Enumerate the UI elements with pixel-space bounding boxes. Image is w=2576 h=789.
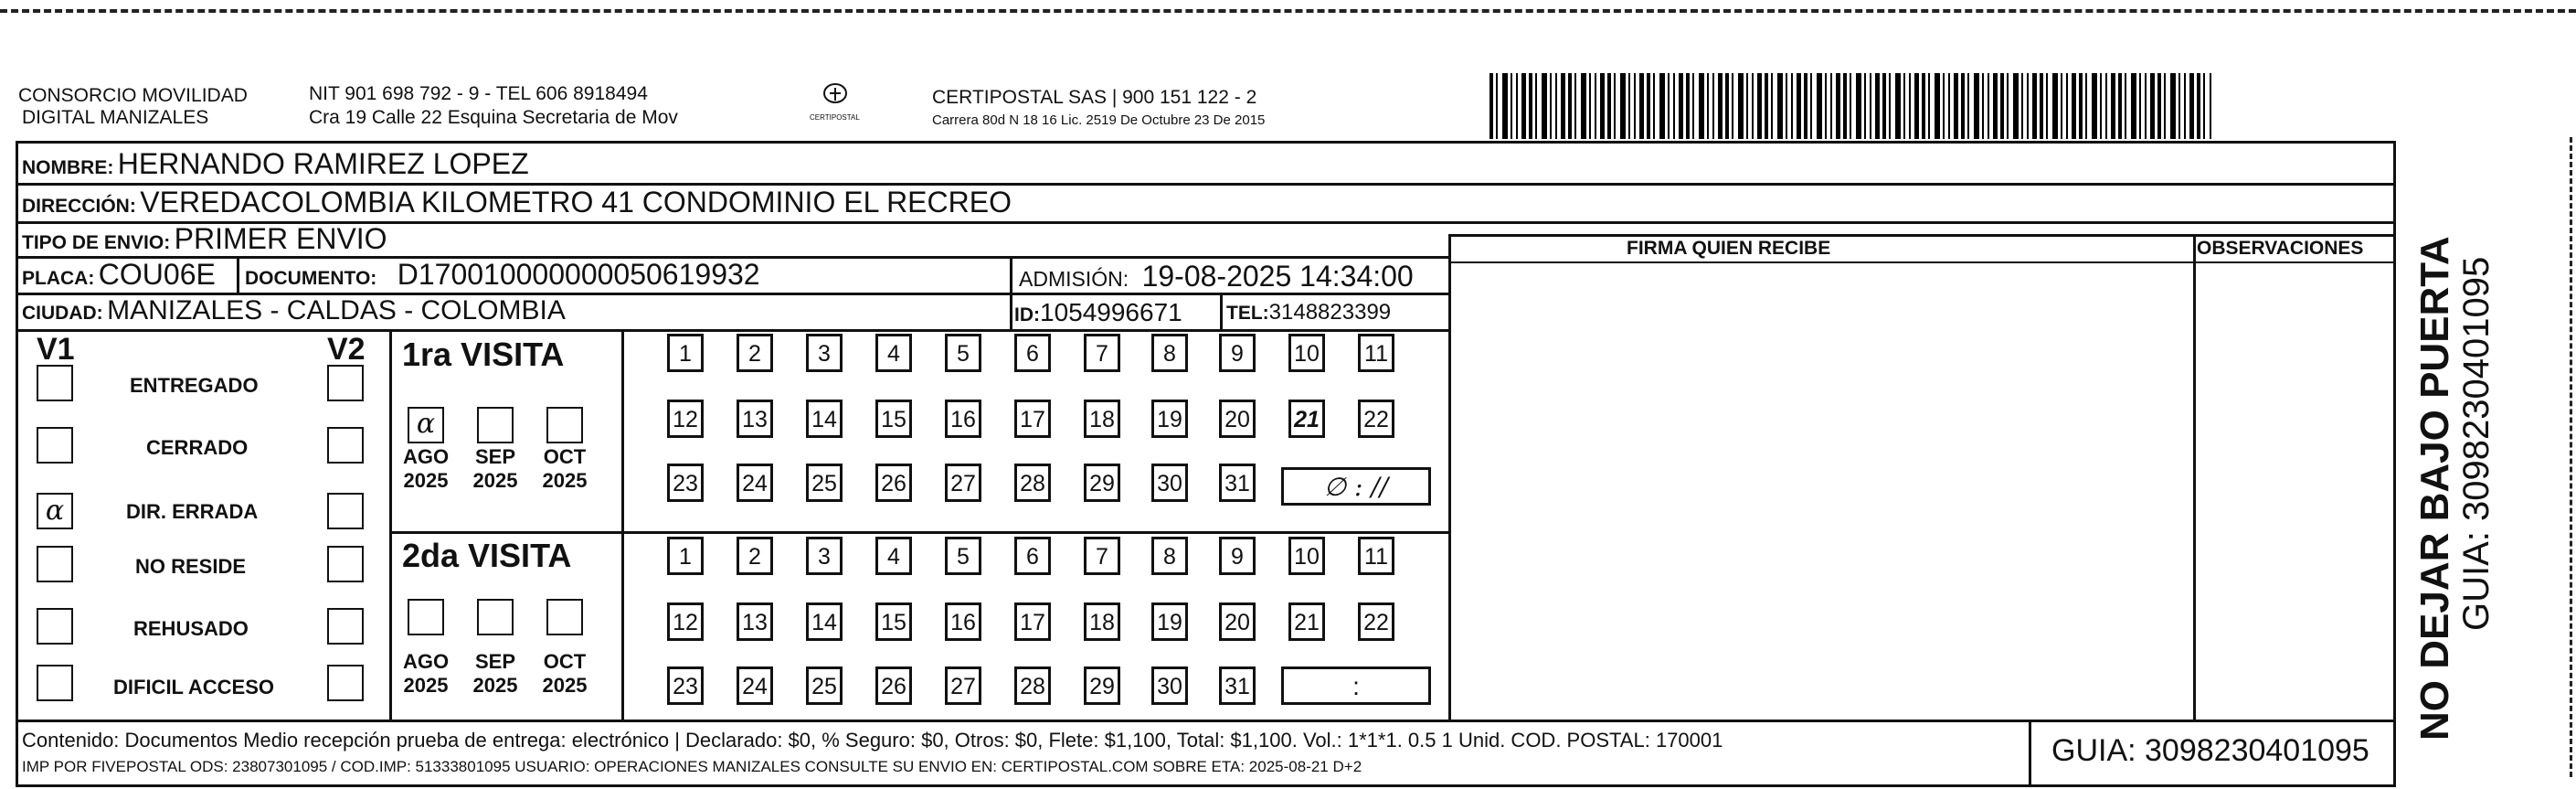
v2-cerrado-checkbox[interactable]	[327, 427, 364, 464]
v1-dir-errada-checkbox[interactable]: α	[37, 493, 73, 529]
v2-entregado-checkbox[interactable]	[327, 365, 364, 401]
visit-2-day-8[interactable]: 8	[1151, 537, 1188, 575]
nit-line: NIT 901 698 792 - 9 - TEL 606 8918494	[309, 83, 648, 104]
visit-2-day-5[interactable]: 5	[945, 537, 981, 575]
v2-no-reside-checkbox[interactable]	[327, 546, 364, 582]
visit-1-day-25[interactable]: 25	[806, 464, 843, 502]
direccion-value: VEREDACOLOMBIA KILOMETRO 41 CONDOMINIO EL RECREO	[140, 186, 1012, 219]
visit-1-day-26[interactable]: 26	[875, 464, 912, 502]
visit-2-month-ago[interactable]	[408, 599, 444, 635]
v1-cerrado-checkbox[interactable]	[37, 427, 73, 464]
option-dificil-acceso: DIFICIL ACCESO	[113, 676, 275, 698]
visit-2-day-1[interactable]: 1	[667, 537, 704, 575]
certipostal-logo-icon	[817, 82, 853, 110]
carrier-line: CERTIPOSTAL SAS | 900 151 122 - 2	[932, 87, 1257, 108]
visit-1-day-7[interactable]: 7	[1084, 334, 1120, 372]
visit-2-day-25[interactable]: 25	[806, 666, 843, 705]
visit-2-day-27[interactable]: 27	[945, 666, 981, 705]
visit-2-day-2[interactable]: 2	[737, 537, 773, 575]
ciudad-value: MANIZALES - CALDAS - COLOMBIA	[107, 295, 566, 325]
visit-1-day-13[interactable]: 13	[737, 400, 773, 438]
visit-1-day-17[interactable]: 17	[1014, 400, 1051, 438]
visit-1-day-19[interactable]: 19	[1151, 400, 1188, 438]
visit-2-day-21[interactable]: 21	[1288, 602, 1325, 641]
visit-2-month-oct-label: OCT	[543, 650, 587, 673]
tel-value: 3148823399	[1268, 300, 1392, 325]
visit-1-day-29[interactable]: 29	[1084, 464, 1120, 502]
visit-2-day-30[interactable]: 30	[1151, 666, 1188, 705]
visit-1-month-oct-label: OCT	[543, 445, 587, 468]
visit-1-day-2[interactable]: 2	[737, 334, 773, 372]
visit-1-day-9[interactable]: 9	[1219, 334, 1256, 372]
visit-2-title: 2da VISITA	[402, 537, 572, 574]
nombre-label: NOMBRE:	[22, 157, 114, 178]
visit-2-month-sep-label: SEP	[474, 650, 516, 673]
carrier-address: Carrera 80d N 18 16 Lic. 2519 De Octubre 23 De 2015	[932, 112, 1266, 128]
visit-2-time[interactable]: :	[1281, 666, 1431, 705]
direccion-label: DIRECCIÓN:	[22, 196, 136, 217]
observations-area[interactable]	[2196, 264, 2391, 718]
visit-2-day-29[interactable]: 29	[1084, 666, 1120, 705]
v2-header: V2	[327, 332, 366, 367]
visit-1-time[interactable]: ∅ : //	[1281, 467, 1431, 506]
company-name-line1: CONSORCIO MOVILIDAD	[18, 85, 248, 106]
v1-rehusado-checkbox[interactable]	[37, 608, 73, 645]
visit-2-day-11[interactable]: 11	[1358, 537, 1394, 575]
v2-dir-errada-checkbox[interactable]	[327, 493, 364, 529]
side-warning: NO DEJAR BAJO PUERTA	[2412, 236, 2457, 741]
right-cut-line	[2570, 137, 2572, 777]
visit-2-day-17[interactable]: 17	[1014, 602, 1051, 641]
option-rehusado: REHUSADO	[133, 617, 249, 640]
visit-1-day-15[interactable]: 15	[875, 400, 912, 438]
admision-value: 19-08-2025 14:34:00	[1141, 260, 1414, 293]
visit-1-day-5[interactable]: 5	[945, 334, 981, 372]
visit-1-title: 1ra VISITA	[402, 336, 565, 373]
visit-2-year-ago: 2025	[403, 674, 449, 697]
visit-1-day-11[interactable]: 11	[1358, 334, 1394, 372]
visit-2-day-16[interactable]: 16	[945, 602, 981, 641]
visit-2-day-22[interactable]: 22	[1358, 602, 1394, 641]
contenido-line: Contenido: Documentos Medio recepción prueba de entrega: electrónico | Declarado: $0, % Seguro: $0, Otros: $0, Flete: $1,100, Total: $1,100. Vol.: 1*1*1. 0.5 1 Unid. COD. POSTAL: 170001	[22, 729, 1723, 752]
visit-1-month-ago[interactable]: α	[408, 407, 444, 443]
option-no-reside: NO RESIDE	[135, 555, 247, 578]
v2-dificil-acceso-checkbox[interactable]	[327, 665, 364, 701]
admision-label: ADMISIÓN:	[1019, 267, 1129, 291]
visit-1-day-10[interactable]: 10	[1288, 334, 1325, 372]
visit-2-month-oct[interactable]	[546, 599, 583, 635]
imp-line: IMP POR FIVEPOSTAL ODS: 23807301095 / COD.IMP: 51333801095 USUARIO: OPERACIONES MANIZALES CONSULTE SU ENVIO EN: CERTIPOSTAL.COM SOBRE ETA: 2025-08-21 D+2	[22, 758, 1362, 775]
visit-2-day-7[interactable]: 7	[1084, 537, 1120, 575]
visit-2-day-12[interactable]: 12	[667, 602, 704, 641]
visit-2-day-4[interactable]: 4	[875, 537, 912, 575]
visit-1-day-1[interactable]: 1	[667, 334, 704, 372]
ciudad-label: CIUDAD:	[22, 303, 103, 324]
visit-2-day-9[interactable]: 9	[1219, 537, 1256, 575]
option-entregado: ENTREGADO	[130, 374, 259, 397]
visit-1-month-sep-label: SEP	[474, 445, 516, 468]
barcode	[1489, 73, 2211, 139]
documento-value: D170010000000050619932	[397, 258, 760, 291]
visit-1-day-21[interactable]: 21	[1288, 400, 1325, 438]
visit-1-day-30[interactable]: 30	[1151, 464, 1188, 502]
visit-2-year-oct: 2025	[542, 674, 588, 697]
visit-1-year-ago: 2025	[403, 469, 449, 492]
v1-dificil-acceso-checkbox[interactable]	[37, 665, 73, 701]
visit-1-month-sep[interactable]	[477, 407, 514, 443]
visit-2-day-23[interactable]: 23	[667, 666, 704, 705]
visit-2-day-19[interactable]: 19	[1151, 602, 1188, 641]
logo-text: CERTIPOSTAL	[810, 113, 860, 122]
visit-2-day-24[interactable]: 24	[737, 666, 773, 705]
visit-1-day-14[interactable]: 14	[806, 400, 843, 438]
id-value: 1054996671	[1040, 298, 1182, 326]
option-cerrado: CERRADO	[146, 436, 249, 459]
v1-header: V1	[37, 332, 75, 367]
cut-line	[0, 9, 2576, 13]
visit-2-day-18[interactable]: 18	[1084, 602, 1120, 641]
id-label: ID:	[1014, 304, 1040, 325]
visit-2-day-13[interactable]: 13	[737, 602, 773, 641]
placa-label: PLACA:	[22, 268, 95, 289]
visit-1-day-16[interactable]: 16	[945, 400, 981, 438]
visit-2-day-6[interactable]: 6	[1014, 537, 1051, 575]
visit-2-day-26[interactable]: 26	[875, 666, 912, 705]
firma-header: FIRMA QUIEN RECIBE	[1627, 238, 1831, 259]
visit-2-day-14[interactable]: 14	[806, 602, 843, 641]
tipo-envio-value: PRIMER ENVIO	[174, 222, 387, 255]
visit-2-day-28[interactable]: 28	[1014, 666, 1051, 705]
visit-2-day-31[interactable]: 31	[1219, 666, 1256, 705]
visit-1-day-18[interactable]: 18	[1084, 400, 1120, 438]
option-dir-errada: DIR. ERRADA	[126, 500, 259, 523]
nombre-value: HERNANDO RAMIREZ LOPEZ	[117, 147, 529, 180]
delivery-form	[16, 141, 2396, 787]
company-name-line2: DIGITAL MANIZALES	[22, 107, 209, 128]
visit-1-day-22[interactable]: 22	[1358, 400, 1394, 438]
visit-1-day-8[interactable]: 8	[1151, 334, 1188, 372]
v1-no-reside-checkbox[interactable]	[37, 546, 73, 582]
visit-2-month-sep[interactable]	[477, 599, 514, 635]
documento-label: DOCUMENTO:	[245, 268, 377, 289]
visit-2-year-sep: 2025	[472, 674, 518, 697]
visit-1-day-24[interactable]: 24	[737, 464, 773, 502]
visit-2-day-3[interactable]: 3	[806, 537, 843, 575]
visit-1-day-28[interactable]: 28	[1014, 464, 1051, 502]
visit-1-day-20[interactable]: 20	[1219, 400, 1256, 438]
v2-rehusado-checkbox[interactable]	[327, 608, 364, 645]
visit-1-day-23[interactable]: 23	[667, 464, 704, 502]
visit-2-month-ago-label: AGO	[402, 650, 450, 673]
v1-entregado-checkbox[interactable]	[37, 365, 73, 401]
placa-value: COU06E	[98, 258, 216, 291]
visit-1-month-ago-label: AGO	[402, 445, 450, 468]
visit-1-day-3[interactable]: 3	[806, 334, 843, 372]
visit-2-day-20[interactable]: 20	[1219, 602, 1256, 641]
visit-1-day-12[interactable]: 12	[667, 400, 704, 438]
visit-1-year-oct: 2025	[542, 469, 588, 492]
visit-1-year-sep: 2025	[472, 469, 518, 492]
visit-2-day-15[interactable]: 15	[875, 602, 912, 641]
signature-area[interactable]	[1451, 264, 2191, 718]
company-address: Cra 19 Calle 22 Esquina Secretaria de Mov	[309, 107, 678, 128]
visit-1-day-4[interactable]: 4	[875, 334, 912, 372]
visit-1-day-31[interactable]: 31	[1219, 464, 1256, 502]
tel-label: TEL:	[1226, 303, 1269, 324]
guia-footer: GUIA: 3098230401095	[2051, 733, 2369, 768]
visit-2-day-10[interactable]: 10	[1288, 537, 1325, 575]
observaciones-header: OBSERVACIONES	[2197, 238, 2364, 259]
side-guia: GUIA: 3098230401095	[2456, 256, 2496, 631]
visit-1-day-27[interactable]: 27	[945, 464, 981, 502]
visit-1-month-oct[interactable]	[546, 407, 583, 443]
visit-1-day-6[interactable]: 6	[1014, 334, 1051, 372]
tipo-envio-label: TIPO DE ENVIO:	[22, 232, 171, 253]
